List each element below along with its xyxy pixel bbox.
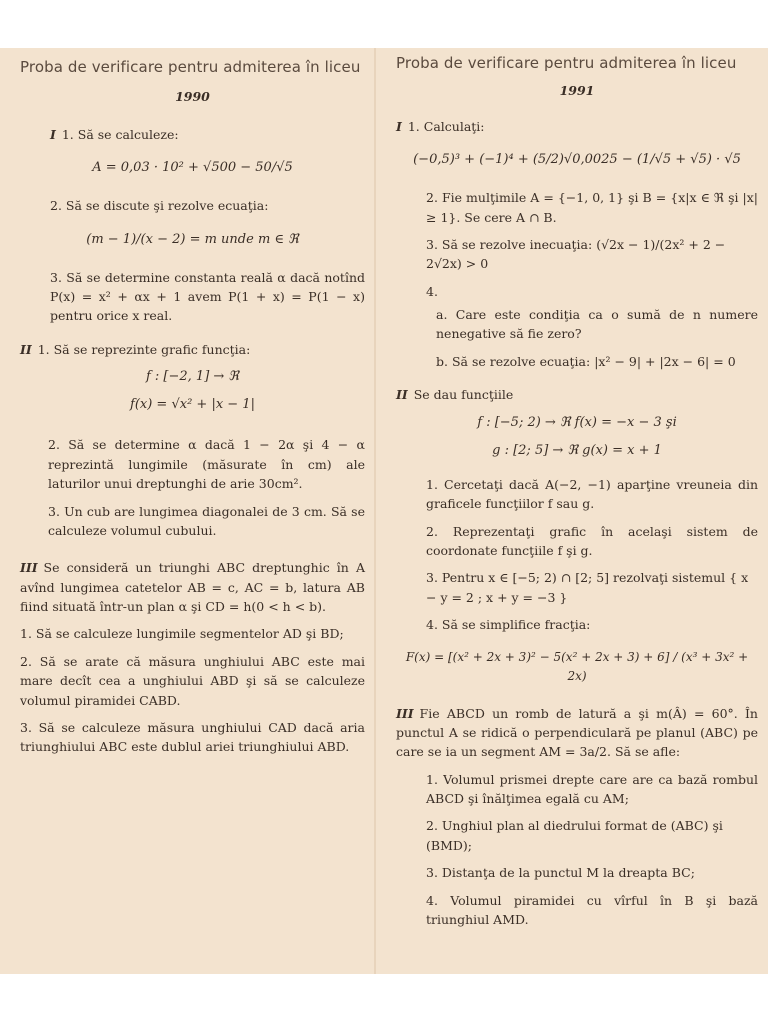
- section-i-question-4: 4.: [426, 283, 438, 299]
- section-i-question-3: 3. Să se determine constanta reală α dacă notînd P(x) = x² + αx + 1 avem P(1 + x) = P(1 − x) pentru orice x real.: [50, 269, 365, 324]
- question-text: Fie ABCD un romb de latură a şi m(Â) = 60°. În punctul A se ridică o perpendiculară pe planul (ABC) pe care se ia un segment AM = 3a/2. Să se afle:: [396, 705, 758, 760]
- question-text: Se dau funcţiile: [413, 387, 514, 403]
- section-numeral: III: [20, 560, 38, 576]
- question-text: 1. Să se reprezinte grafic funcţia:: [37, 341, 251, 357]
- page-header: Proba de verificare pentru admiterea în liceu: [20, 58, 361, 76]
- section-iii-intro: [396, 704, 758, 762]
- section-numeral: II: [20, 341, 32, 357]
- section-iii-intro: [20, 558, 365, 616]
- section-iii-question-3: 3. Distanţa de la punctul M la dreapta BC;: [426, 865, 695, 881]
- exam-1990-column: [20, 56, 365, 765]
- section-numeral: I: [396, 118, 402, 134]
- formula: A = 0,03 · 10² + √500 − 50/√5: [92, 160, 293, 175]
- section-ii-question-1: 1. Cercetaţi dacă A(−2, −1) aparţine vreuneia din graficele funcţiilor f sau g.: [426, 476, 758, 512]
- section-numeral: II: [396, 387, 408, 403]
- column-divider: [374, 48, 376, 974]
- section-ii-question-2: 2. Reprezentaţi grafic în acelaşi sistem de coordonate funcţiile f şi g.: [426, 523, 758, 558]
- exam-year: 1991: [559, 83, 595, 99]
- section-i-question-3: 3. Să se rezolve inecuaţia: (√2x − 1)/(2x² + 2 − 2√2x) > 0: [426, 236, 726, 272]
- section-numeral: III: [396, 705, 414, 721]
- formula: F(x) = [(x² + 2x + 3)² − 5(x² + 2x + 3) + 6] / (x³ + 3x² + 2x): [405, 650, 749, 684]
- formula: f : [−2, 1] → ℜ: [145, 369, 240, 385]
- section-iii-question-1: 1. Volumul prismei drepte care are ca bază rombul ABCD şi înălţimea egală cu AM;: [426, 771, 758, 807]
- function-definition: g : [2; 5] → ℜ g(x) = x + 1: [492, 442, 662, 458]
- section-numeral: I: [50, 126, 56, 142]
- section-i-question-2: 2. Să se discute şi rezolve ecuaţia:: [50, 198, 269, 214]
- section-ii-question-2: 2. Să se determine α dacă 1 − 2α şi 4 − α reprezintă lungimile (măsurate în cm) ale laturilor unui dreptunghi de arie 30cm².: [48, 437, 365, 492]
- section-i-question-2: 2. Fie mulţimile A = {−1, 0, 1} şi B = {x|x ∈ ℜ şi |x| ≥ 1}. Se cere A ∩ B.: [426, 190, 758, 225]
- section-iii-question-3: 3. Să se calculeze măsura unghiului CAD dacă aria triunghiului ABC este dublul ariei triunghiului ABD.: [20, 719, 365, 755]
- section-ii-question-1: [20, 340, 365, 359]
- section-ii-question-3: 3. Pentru x ∈ [−5; 2) ∩ [2; 5] rezolvaţi sistemul { x − y = 2 ; x + y = −3 }: [426, 570, 749, 605]
- question-text: 1. Să se calculeze:: [61, 126, 179, 142]
- section-i-question-4b: b. Să se rezolve ecuaţia: |x² − 9| + |2x − 6| = 0: [436, 353, 736, 369]
- exam-year: 1990: [175, 89, 210, 105]
- formula: f(x) = √x² + |x − 1|: [130, 397, 255, 413]
- section-ii-intro: [396, 385, 758, 404]
- page-header: Proba de verificare pentru admiterea în liceu: [396, 54, 737, 72]
- section-i-question-1: [396, 117, 758, 136]
- function-definition: f : [−5; 2) → ℜ f(x) = −x − 3 şi: [477, 414, 677, 430]
- section-i-question-1: [20, 125, 365, 144]
- section-ii-question-4: 4. Să se simplifice fracţia:: [426, 617, 591, 633]
- section-ii-question-3: 3. Un cub are lungimea diagonalei de 3 cm. Să se calculeze volumul cubului.: [48, 503, 365, 538]
- section-iii-question-2: 2. Să se arate că măsura unghiului ABC este mai mare decît cea a unghiului ABD şi să se calculeze volumul piramidei CABD.: [20, 653, 365, 708]
- formula: (−0,5)³ + (−1)⁴ + (5/2)√0,0025 − (1/√5 + √5) · √5: [413, 152, 741, 167]
- question-text: Se consideră un triunghi ABC dreptunghic în A avînd lungimea catetelor AB = c, AC = b, latura AB fiind situată într-un plan α şi CD = h(0 < h < b).: [20, 560, 365, 615]
- section-iii-question-4: 4. Volumul piramidei cu vîrful în B şi bază triunghiul AMD.: [426, 892, 758, 927]
- section-i-question-4a: a. Care este condiţia ca o sumă de n numere nenegative să fie zero?: [436, 307, 758, 342]
- section-iii-question-1: 1. Să se calculeze lungimile segmentelor AD şi BD;: [20, 626, 344, 642]
- question-text: 1. Calculaţi:: [407, 118, 485, 134]
- formula: (m − 1)/(x − 2) = m unde m ∈ ℜ: [86, 231, 299, 247]
- section-iii-question-2: 2. Unghiul plan al diedrului format de (ABC) şi (BMD);: [426, 818, 723, 853]
- exam-1991-column: [396, 52, 758, 937]
